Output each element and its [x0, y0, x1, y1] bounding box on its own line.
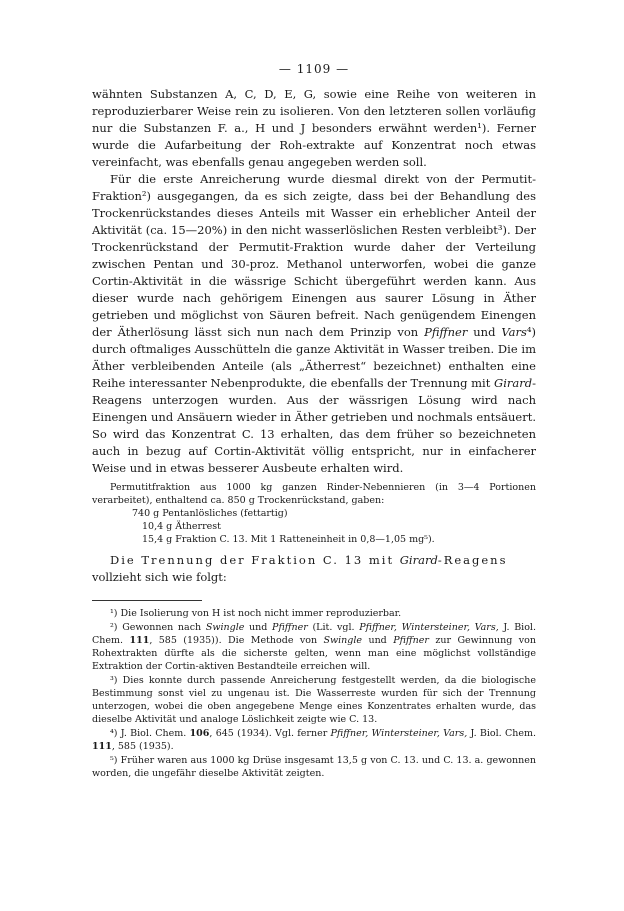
- footnote-4-text: J. Biol. Chem.: [467, 728, 537, 739]
- footnote-2-text: zur Gewinnung von Rohextrakten dürfte als die sicherste gelten, wenn man eine möglichst vollständige Extraktion der Cortin-aktiven Bestandteile erreichen will.: [92, 635, 536, 672]
- footnote-2-text: und: [244, 622, 273, 633]
- list-item: 740 g Pentanlösliches (fettartig): [132, 508, 288, 519]
- list-item: 15,4 g Fraktion C. 13. Mit 1 Ratteneinheit in 0,8—1,05 mg⁵).: [142, 534, 435, 545]
- heading-rest: vollzieht sich wie folgt:: [92, 570, 227, 584]
- footnote-2: [92, 621, 536, 673]
- paragraph-2-text-b: ⁴) durch oftmaliges Ausschütteln die ganze Aktivität in Wasser treiben. Die im Äther verbleibenden Anteile (als „Ätherrest“ bezeichnet) enthalten eine Reihe interessanter Nebenprodukte, die ebenfalls der Trennung mit: [92, 325, 536, 390]
- footnote-2-text: und: [362, 635, 394, 646]
- yield-list: [132, 507, 536, 546]
- heading-girard: Girard: [399, 553, 438, 567]
- heading-reagens: -Reagens: [437, 553, 508, 567]
- author-pfiffner: Pfiffner: [272, 622, 308, 633]
- heading-spaced: Die Trennung der Fraktion C. 13 mit: [110, 553, 400, 567]
- paragraph-2: [92, 171, 536, 477]
- footnote-4-text: , 645 (1934). Vgl. ferner: [209, 728, 331, 739]
- list-item: 10,4 g Ätherrest: [142, 521, 221, 532]
- author-swingle: Swingle: [205, 622, 245, 633]
- author-list: Pfiffner, Wintersteiner, Vars,: [359, 622, 499, 633]
- page: [92, 62, 536, 781]
- conjunction: und: [467, 325, 502, 339]
- small-block: Permutitfraktion aus 1000 kg ganzen Rinder-Nebennieren (in 3—4 Portionen verarbeitet), enthaltend ca. 850 g Trockenrückstand, gaben:: [92, 482, 536, 506]
- footnote-4-text: , 585 (1935).: [111, 741, 174, 752]
- footnote-2-text: ²) Gewonnen nach: [110, 622, 206, 633]
- reagent-girard: Girard: [494, 376, 533, 390]
- journal-volume: 111: [92, 741, 112, 752]
- footnote-1: ¹) Die Isolierung von H ist noch nicht immer reproduzierbar.: [110, 608, 402, 619]
- footnote-2-text: (Lit. vgl.: [307, 622, 360, 633]
- author-pfiffner: Pfiffner: [393, 635, 429, 646]
- author-pfiffner: Pfiffner: [424, 325, 468, 339]
- footnote-4: [92, 727, 536, 753]
- paragraph-2-text-a: Für die erste Anreicherung wurde diesmal direkt von der Permutit-Fraktion²) ausgegangen, da es sich zeigte, dass bei der Behandlung des Trockenrückstandes dieses Anteils mit Wasser ein erheblicher Anteil der Aktivität (ca. 15—20%) in den nicht wasserlöslichen Resten verbleibt³). Der Trockenrückstand der Permutit-Fraktion wurde daher der Verteilung zwischen Pentan und 30-proz. Methanol unterworfen, wobei die ganze Cortin-Aktivität in die wässrige Schicht übergeführt werden kann. Aus dieser wurde nach gehörigem Einengen aus saurer Lösung in Äther getrieben und möglichst von Säuren befreit. Nach genügendem Einengen der Ätherlösung lässt sich nun nach dem Prinzip von: [92, 172, 536, 339]
- footnote-3: ³) Dies konnte durch passende Anreicherung festgestellt werden, da die biologische Bestimmung sonst viel zu ungenau ist. Die Wasserreste wurden für sich der Trennung unterzogen, wobei die oben angegebene Menge eines Konzentrates erhalten wurde, das dieselbe Aktivität und analoge Löslichkeit zeigte wie C. 13.: [92, 675, 536, 725]
- journal-volume: 106: [189, 728, 210, 739]
- footnote-divider: [92, 600, 202, 601]
- section-heading: [92, 552, 536, 586]
- page-number: — 1109 —: [278, 62, 350, 76]
- journal-volume: 111: [129, 635, 150, 646]
- footnote-4-text: ⁴) J. Biol. Chem.: [110, 728, 190, 739]
- paragraph-2-text-c: -Reagens unterzogen wurden. Aus der wässrigen Lösung wird nach Einengen und Ansäuern wieder in Äther getrieben und nochmals entsäuert. So wird das Konzentrat C. 13 erhalten, das dem früher so bezeichneten auch in bezug auf Cortin-Aktivität völlig entspricht, nur in einfacherer Weise und in etwas besserer Ausbeute erhalten wird.: [92, 376, 536, 475]
- paragraph-1: wähnten Substanzen A, C, D, E, G, sowie eine Reihe von weiteren in reproduzierbarer Weise rein zu isolieren. Von den letzteren sollen vorläufig nur die Substanzen F. a., H und J besonders erwähnt werden¹). Ferner wurde die Aufarbeitung der Roh-extrakte auf Konzentrat noch etwas vereinfacht, was ebenfalls genau angegeben werden soll.: [92, 87, 536, 169]
- footnote-2-text: J. Biol. Chem.: [92, 622, 536, 646]
- footnote-5: ⁵) Früher waren aus 1000 kg Drüse insgesamt 13,5 g von C. 13. und C. 13. a. gewonnen worden, die ungefähr dieselbe Aktivität zeigten.: [92, 755, 536, 779]
- author-vars: Vars: [501, 325, 527, 339]
- footnote-2-text: , 585 (1935)). Die Methode von: [149, 635, 324, 646]
- author-swingle: Swingle: [323, 635, 363, 646]
- author-list: Pfiffner, Wintersteiner, Vars,: [330, 728, 468, 739]
